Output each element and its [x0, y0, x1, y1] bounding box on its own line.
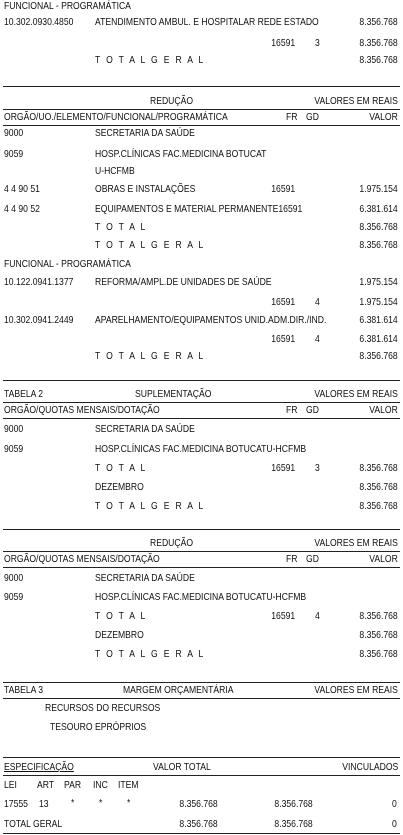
group-gd: 3	[315, 37, 320, 49]
values-header: VALORES EM REAIS	[314, 684, 398, 696]
source-fr: 16591	[271, 610, 295, 622]
article-number: 13	[39, 798, 49, 810]
paragraph-value: *	[71, 797, 75, 809]
divider	[3, 551, 400, 552]
column-header-fr: FR	[286, 111, 298, 123]
column-header-fr: FR	[286, 404, 298, 416]
functional-heading: FUNCIONAL - PROGRAMÁTICA	[4, 258, 131, 270]
grand-total-label: T O T A L G E R A L	[95, 648, 206, 660]
law-number: 17555	[4, 798, 28, 810]
total-label: T O T A L	[95, 462, 148, 474]
functional-heading: FUNCIONAL - PROGRAMÁTICA	[4, 0, 131, 12]
inciso-value: *	[99, 797, 103, 809]
grand-total-label: T O T A L G E R A L	[95, 239, 206, 251]
own-resources-total: 8.356.768	[274, 818, 313, 830]
group-gd: 4	[315, 610, 320, 622]
column-header-org: ORGÃO/UO./ELEMENTO/FUNCIONAL/PROGRAMÁTICA	[4, 111, 228, 123]
program-code: 10.122.0941.1377	[4, 276, 74, 288]
group-gd: 4	[315, 296, 320, 308]
table-title: SUPLEMENTAÇÃO	[135, 388, 212, 400]
total-value: 8.356.768	[359, 462, 398, 474]
total-value: 8.356.768	[359, 221, 398, 233]
divider	[3, 833, 400, 834]
month-value: 8.356.768	[359, 629, 398, 641]
element-value: 1.975.154	[359, 183, 398, 195]
grand-total-label: T O T A L G E R A L	[95, 500, 206, 512]
column-header-gd: GD	[306, 553, 319, 565]
grand-total-value: 8.356.768	[359, 350, 398, 362]
uo-description: HOSP.CLÍNICAS FAC.MEDICINA BOTUCAT	[95, 148, 267, 160]
divider	[3, 86, 400, 87]
own-resources-value: 8.356.768	[274, 798, 313, 810]
column-header-gd: GD	[306, 404, 319, 416]
total-label: T O T A L	[95, 221, 148, 233]
table-title: MARGEM ORÇAMENTÁRIA	[123, 684, 234, 696]
program-description: ATENDIMENTO AMBUL. E HOSPITALAR REDE ESTADO	[95, 16, 319, 28]
uo-description: HOSP.CLÍNICAS FAC.MEDICINA BOTUCATU-HCFMB	[95, 591, 307, 603]
table-number: TABELA 3	[4, 684, 44, 696]
divider	[3, 418, 400, 419]
grand-total-value: 8.356.768	[359, 648, 398, 660]
divider	[3, 380, 400, 381]
values-header: VALORES EM REAIS	[314, 388, 398, 400]
grand-total-value: 8.356.768	[359, 54, 398, 66]
treasury-total: 8.356.768	[179, 818, 218, 830]
element-code: 4 4 90 51	[4, 183, 40, 195]
source-fr: 16591	[271, 37, 295, 49]
group-gd: 4	[315, 333, 320, 345]
program-value: 1.975.154	[359, 276, 398, 288]
month-label: DEZEMBRO	[95, 629, 144, 641]
divider	[3, 567, 400, 568]
divider	[3, 682, 400, 683]
element-value: 6.381.614	[359, 203, 398, 215]
values-header: VALORES EM REAIS	[314, 95, 398, 107]
column-header-org: ORGÃO/QUOTAS MENSAIS/DOTAÇÃO	[4, 553, 160, 565]
item-value: *	[127, 797, 131, 809]
column-header-fr: FR	[286, 553, 298, 565]
divider	[3, 698, 400, 699]
program-description: APARELHAMENTO/EQUIPAMENTOS UNID.ADM.DIR./IND.	[95, 314, 327, 326]
column-header-valor: VALOR	[369, 111, 398, 123]
total-value-header: VALOR TOTAL	[153, 761, 211, 773]
row-value: 8.356.768	[359, 37, 398, 49]
source-fr: 16591	[271, 333, 295, 345]
uo-description: HOSP.CLÍNICAS FAC.MEDICINA BOTUCATU-HCFMB	[95, 443, 307, 455]
table-number: TABELA 2	[4, 388, 44, 400]
element-description: EQUIPAMENTOS E MATERIAL PERMANENTE16591	[95, 203, 303, 215]
grand-total-value: 8.356.768	[359, 239, 398, 251]
specification-header: ESPECIFICAÇÃO	[4, 761, 74, 773]
source-fr: 16591	[271, 462, 295, 474]
divider	[3, 529, 400, 530]
resources-sublabel: TESOURO EPRÓPRIOS	[50, 721, 147, 733]
org-description: SECRETARIA DA SAÚDE	[95, 572, 195, 584]
resources-label: RECURSOS DO RECURSOS	[45, 702, 161, 714]
table-title: REDUÇÃO	[150, 95, 194, 107]
grand-total-label: T O T A L G E R A L	[95, 54, 206, 66]
org-code: 9000	[4, 572, 24, 584]
element-description: OBRAS E INSTALAÇÕES	[95, 183, 196, 195]
uo-code: 9059	[4, 148, 24, 160]
column-header-item: ITEM	[118, 779, 139, 791]
column-header-org: ORGÃO/QUOTAS MENSAIS/DOTAÇÃO	[4, 404, 160, 416]
treasury-value: 8.356.768	[179, 798, 218, 810]
column-header-par: PAR	[64, 779, 82, 791]
month-value: 8.356.768	[359, 481, 398, 493]
column-header-valor: VALOR	[369, 404, 398, 416]
org-code: 9000	[4, 423, 24, 435]
program-code: 10.302.0941.2449	[4, 314, 74, 326]
total-value: 8.356.768	[359, 610, 398, 622]
divider	[3, 125, 400, 126]
column-header-inc: INC	[93, 779, 108, 791]
grand-total-label: TOTAL GERAL	[4, 818, 63, 830]
grand-total-value: 8.356.768	[359, 500, 398, 512]
column-header-gd: GD	[306, 111, 319, 123]
divider	[3, 775, 400, 776]
org-description: SECRETARIA DA SAÚDE	[95, 127, 195, 139]
element-code: 4 4 90 52	[4, 203, 40, 215]
group-gd: 3	[315, 462, 320, 474]
org-description: SECRETARIA DA SAÚDE	[95, 423, 195, 435]
program-description: REFORMA/AMPL.DE UNIDADES DE SAÚDE	[95, 276, 272, 288]
column-header-lei: LEI	[4, 779, 17, 791]
program-value: 8.356.768	[359, 16, 398, 28]
total-label: T O T A L	[95, 610, 148, 622]
uo-code: 9059	[4, 591, 24, 603]
uo-code: 9059	[4, 443, 24, 455]
program-value: 6.381.614	[359, 314, 398, 326]
divider	[3, 402, 400, 403]
row-value: 1.975.154	[359, 296, 398, 308]
linked-header: VINCULADOS	[342, 761, 398, 773]
values-header: VALORES EM REAIS	[314, 537, 398, 549]
divider	[3, 757, 400, 758]
linked-value: 0	[392, 798, 397, 810]
uo-description-cont: U-HCFMB	[95, 165, 135, 177]
source-fr: 16591	[271, 296, 295, 308]
month-label: DEZEMBRO	[95, 481, 144, 493]
program-code: 10.302.0930.4850	[4, 16, 74, 28]
element-fr: 16591	[271, 183, 295, 195]
grand-total-label: T O T A L G E R A L	[95, 350, 206, 362]
divider	[3, 109, 400, 110]
column-header-art: ART	[37, 779, 55, 791]
linked-total: 0	[392, 818, 397, 830]
row-value: 6.381.614	[359, 333, 398, 345]
table-title: REDUÇÃO	[150, 537, 194, 549]
column-header-valor: VALOR	[369, 553, 398, 565]
org-code: 9000	[4, 127, 24, 139]
